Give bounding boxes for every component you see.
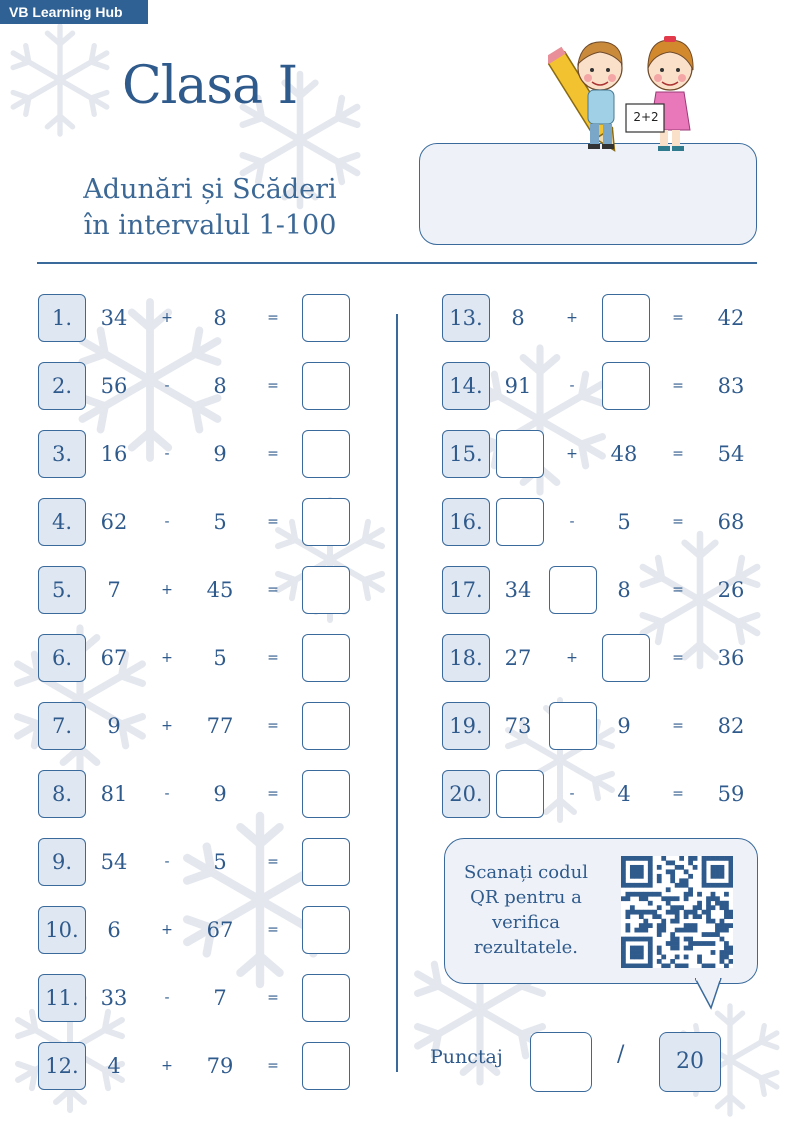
operator: + <box>161 582 173 598</box>
exercise-row <box>38 430 358 478</box>
exercise-row <box>38 362 358 410</box>
operator: + <box>161 1058 173 1074</box>
equals-sign: = <box>267 990 279 1006</box>
result: 54 <box>717 442 745 466</box>
operand-b: 8 <box>617 578 631 602</box>
operator: + <box>161 310 173 326</box>
operand-b: 79 <box>206 1054 234 1078</box>
operand-a: 6 <box>107 918 121 942</box>
answer-box[interactable] <box>302 362 350 410</box>
page-title: Clasa I <box>122 56 298 116</box>
result: 82 <box>717 714 745 738</box>
exercise-row <box>38 1042 358 1090</box>
operator: - <box>569 514 575 530</box>
exercise-number: 3. <box>38 430 86 478</box>
operator: + <box>566 650 578 666</box>
operand-a: 62 <box>100 510 128 534</box>
answer-box[interactable] <box>302 838 350 886</box>
equals-sign: = <box>267 310 279 326</box>
result: 36 <box>717 646 745 670</box>
brand-badge: VB Learning Hub <box>0 0 148 24</box>
exercise-row <box>38 294 358 342</box>
exercise-number: 4. <box>38 498 86 546</box>
operand-a: 4 <box>107 1054 121 1078</box>
operator: - <box>569 786 575 802</box>
operand-b: 9 <box>213 782 227 806</box>
operand-b: 4 <box>617 782 631 806</box>
operator: + <box>161 922 173 938</box>
qr-code-icon[interactable] <box>621 856 733 968</box>
exercise-row <box>442 702 762 750</box>
answer-box[interactable] <box>602 634 650 682</box>
operator: + <box>566 446 578 462</box>
equals-sign: = <box>267 922 279 938</box>
operand-b: 9 <box>213 442 227 466</box>
answer-box[interactable] <box>302 294 350 342</box>
equals-sign: = <box>267 650 279 666</box>
operand-b: 67 <box>206 918 234 942</box>
answer-box[interactable] <box>302 1042 350 1090</box>
qr-callout-tail <box>695 978 725 1012</box>
operand-a: 73 <box>504 714 532 738</box>
qr-text-line: rezultatele. <box>473 937 579 958</box>
result: 26 <box>717 578 745 602</box>
equals-sign: = <box>267 1058 279 1074</box>
operator-answer-box[interactable] <box>549 702 597 750</box>
equals-sign: = <box>672 378 684 394</box>
operand-a: 16 <box>100 442 128 466</box>
score-separator: / <box>617 1042 625 1067</box>
qr-instructions <box>456 860 596 960</box>
exercise-row <box>38 498 358 546</box>
operand-a: 67 <box>100 646 128 670</box>
operand-b: 8 <box>213 374 227 398</box>
equals-sign: = <box>267 718 279 734</box>
result: 42 <box>717 306 745 330</box>
answer-box[interactable] <box>602 362 650 410</box>
exercise-number: 8. <box>38 770 86 818</box>
exercise-number: 7. <box>38 702 86 750</box>
exercise-row <box>442 430 762 478</box>
exercise-row <box>38 838 358 886</box>
exercise-number: 15. <box>442 430 490 478</box>
answer-box[interactable] <box>496 498 544 546</box>
exercise-row <box>442 770 762 818</box>
exercise-number: 5. <box>38 566 86 614</box>
operator: + <box>566 310 578 326</box>
score-input-box[interactable] <box>530 1032 592 1092</box>
illustration-sign-text: 2+2 <box>633 110 659 124</box>
operator: - <box>164 786 170 802</box>
equals-sign: = <box>267 446 279 462</box>
answer-box[interactable] <box>602 294 650 342</box>
operand-a: 27 <box>504 646 532 670</box>
answer-box[interactable] <box>302 974 350 1022</box>
exercise-row <box>38 974 358 1022</box>
operand-b: 7 <box>213 986 227 1010</box>
operand-a: 81 <box>100 782 128 806</box>
exercise-row <box>38 770 358 818</box>
column-divider <box>396 314 398 1072</box>
exercise-row <box>38 634 358 682</box>
exercise-row <box>442 498 762 546</box>
operand-b: 5 <box>213 646 227 670</box>
exercise-number: 11. <box>38 974 86 1022</box>
exercise-row <box>442 362 762 410</box>
children-illustration <box>548 28 718 160</box>
operator: - <box>164 378 170 394</box>
exercise-number: 16. <box>442 498 490 546</box>
exercise-number: 19. <box>442 702 490 750</box>
operand-b: 8 <box>213 306 227 330</box>
exercise-row <box>38 566 358 614</box>
exercise-number: 12. <box>38 1042 86 1090</box>
operator: - <box>164 446 170 462</box>
answer-box[interactable] <box>302 498 350 546</box>
operand-a: 7 <box>107 578 121 602</box>
equals-sign: = <box>672 650 684 666</box>
subtitle-line-1: Adunări și Scăderi <box>83 174 337 205</box>
equals-sign: = <box>267 514 279 530</box>
exercise-number: 20. <box>442 770 490 818</box>
operator: - <box>164 514 170 530</box>
operand-a: 54 <box>100 850 128 874</box>
equals-sign: = <box>267 378 279 394</box>
result: 59 <box>717 782 745 806</box>
equals-sign: = <box>672 514 684 530</box>
qr-text-line: QR pentru a <box>470 887 582 908</box>
equals-sign: = <box>672 446 684 462</box>
exercise-row <box>442 294 762 342</box>
operand-a: 9 <box>107 714 121 738</box>
result: 68 <box>717 510 745 534</box>
qr-text-line: Scanați codul <box>464 862 588 883</box>
answer-box[interactable] <box>302 430 350 478</box>
operator-answer-box[interactable] <box>549 566 597 614</box>
result: 83 <box>717 374 745 398</box>
operand-b: 5 <box>213 850 227 874</box>
exercise-number: 10. <box>38 906 86 954</box>
operand-b: 9 <box>617 714 631 738</box>
operand-b: 48 <box>610 442 638 466</box>
answer-box[interactable] <box>302 566 350 614</box>
exercise-number: 14. <box>442 362 490 410</box>
exercise-row <box>442 634 762 682</box>
operand-a: 34 <box>100 306 128 330</box>
operand-a: 91 <box>504 374 532 398</box>
equals-sign: = <box>672 786 684 802</box>
equals-sign: = <box>672 310 684 326</box>
exercise-number: 18. <box>442 634 490 682</box>
operand-b: 77 <box>206 714 234 738</box>
equals-sign: = <box>672 718 684 734</box>
worksheet-subtitle <box>60 172 360 244</box>
operator: - <box>164 990 170 1006</box>
score-total: 20 <box>659 1032 721 1092</box>
qr-text-line: verifica <box>491 912 560 933</box>
operand-b: 5 <box>213 510 227 534</box>
answer-box[interactable] <box>302 634 350 682</box>
header-divider <box>37 262 757 264</box>
exercise-number: 17. <box>442 566 490 614</box>
operator: - <box>164 854 170 870</box>
subtitle-line-2: în intervalul 1-100 <box>83 210 337 241</box>
exercise-number: 1. <box>38 294 86 342</box>
answer-box[interactable] <box>302 702 350 750</box>
exercise-row <box>38 702 358 750</box>
equals-sign: = <box>267 582 279 598</box>
operator: + <box>161 650 173 666</box>
operand-a: 8 <box>511 306 525 330</box>
answer-box[interactable] <box>302 906 350 954</box>
operand-a: 34 <box>504 578 532 602</box>
answer-box[interactable] <box>496 770 544 818</box>
exercise-row <box>38 906 358 954</box>
operand-a: 33 <box>100 986 128 1010</box>
equals-sign: = <box>672 582 684 598</box>
score-label: Punctaj <box>430 1046 503 1068</box>
operand-b: 5 <box>617 510 631 534</box>
operator: + <box>161 718 173 734</box>
exercise-number: 9. <box>38 838 86 886</box>
equals-sign: = <box>267 786 279 802</box>
exercise-number: 13. <box>442 294 490 342</box>
answer-box[interactable] <box>496 430 544 478</box>
equals-sign: = <box>267 854 279 870</box>
operand-a: 56 <box>100 374 128 398</box>
exercise-number: 6. <box>38 634 86 682</box>
answer-box[interactable] <box>302 770 350 818</box>
operator: - <box>569 378 575 394</box>
exercise-row <box>442 566 762 614</box>
operand-b: 45 <box>206 578 234 602</box>
exercise-number: 2. <box>38 362 86 410</box>
